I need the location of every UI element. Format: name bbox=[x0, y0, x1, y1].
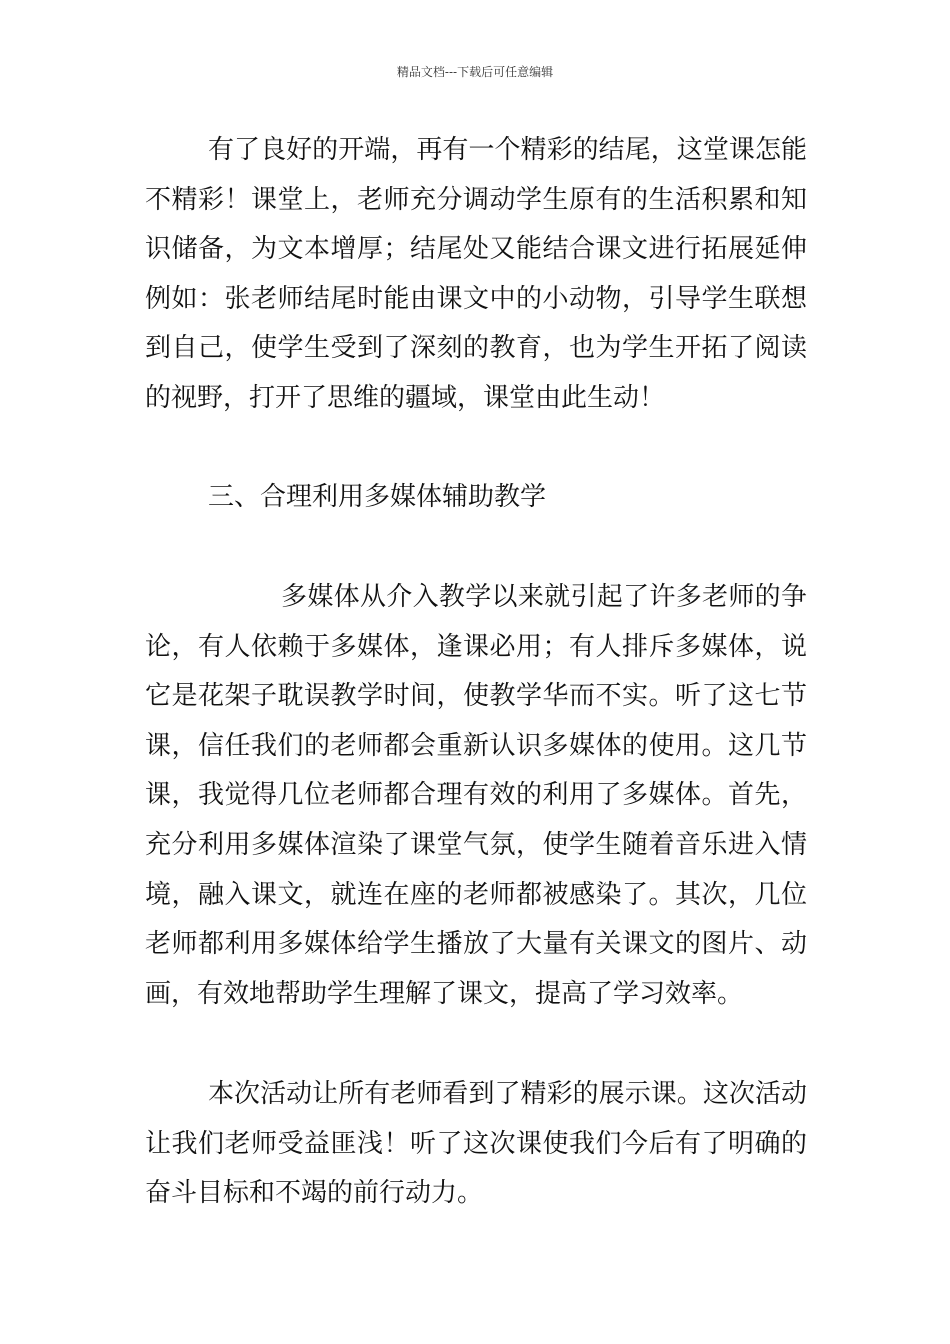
heading-3-text: 三、合理利用多媒体辅助教学 bbox=[208, 482, 547, 512]
paragraph-summary bbox=[145, 1070, 807, 1219]
section-heading bbox=[145, 473, 807, 523]
paragraph-2-text: 多媒体从介入教学以来就引起了许多老师的争论，有人依赖于多媒体，逢课必用；有人排斥多媒体，说它是花架子耽误教学时间，使教学华而不实。听了这七节课，信任我们的老师都会重新认识多媒体的使用。这几节课，我觉得几位老师都合理有效的利用了多媒体。首先，充分利用多媒体渲染了课堂气氛，使学生随着音乐进入情境，融入课文，就连在座的老师都被感染了。其次，几位老师都利用多媒体给学生播放了大量有关课文的图片、动画，有效地帮助学生理解了课文，提高了学习效率。 bbox=[145, 582, 807, 1009]
paragraph-multimedia bbox=[145, 573, 807, 1019]
page-header: 精品文档---下载后可任意编辑 bbox=[396, 65, 554, 79]
paragraph-ending bbox=[145, 126, 807, 424]
paragraph-1-text: 有了良好的开端，再有一个精彩的结尾，这堂课怎能不精彩！课堂上，老师充分调动学生原有的生活积累和知识储备，为文本增厚；结尾处又能结合课文进行拓展延伸例如：张老师结尾时能由课文中的小动物，引导学生联想到自己，使学生受到了深刻的教育，也为学生开拓了阅读的视野，打开了思维的疆域，课堂由此生动！ bbox=[145, 135, 807, 413]
paragraph-3-text: 本次活动让所有老师看到了精彩的展示课。这次活动让我们老师受益匪浅！听了这次课使我们今后有了明确的奋斗目标和不竭的前行动力。 bbox=[145, 1079, 807, 1209]
